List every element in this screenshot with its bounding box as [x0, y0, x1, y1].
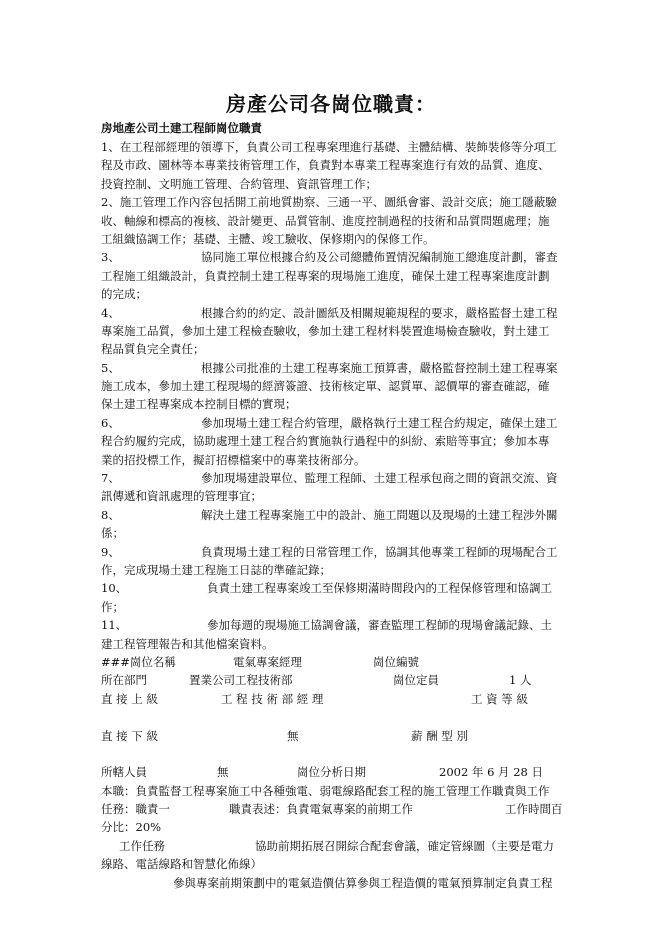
task-label: 任務：職責一	[101, 802, 170, 817]
body-line: 線路、電話線路和智慧化佈線）	[101, 857, 262, 872]
duty-line: 工程施工組織設計，負責控制土建工程專案的現場施工進度，確保土建工程專案進度計劃	[101, 268, 550, 283]
duty-text: 解決土建工程專案施工中的設計、施工問題以及現場的土建工程涉外關	[201, 507, 558, 522]
form-value-analysis-date: 2002 年 6 月 28 日	[439, 765, 543, 780]
duty-line: 的完成；	[101, 287, 147, 302]
duty-line: 投資控制、文明施工管理、合約管理、資訊管理工作；	[101, 176, 377, 191]
duty-line: 1、在工程部經理的領導下，負責公司工程專案理進行基礎、主體結構、裝飾裝修等分項工	[101, 140, 557, 154]
form-row-staff	[101, 763, 561, 781]
duty-number: 6、	[101, 415, 120, 430]
form-label-analysis-date: 崗位分析日期	[297, 765, 366, 780]
duty-text: 協同施工單位根據合約及公司總體佈置情況編制施工總進度計劃，審查	[201, 250, 558, 265]
body-line	[101, 800, 561, 818]
duty-line: 工組織協調工作；基礎、主體、竣工驗收、保修期內的保修工作。	[101, 231, 435, 246]
duty-number: 9、	[101, 544, 120, 559]
duty-number: 5、	[101, 360, 120, 375]
duty-line: 施工成本，參加土建工程現場的經濟簽證、技術核定單、認質單、認價單的審查確認，確	[101, 379, 550, 394]
form-value-headcount: 1 人	[509, 673, 532, 688]
body-line: 分比：20%	[101, 820, 162, 835]
duty-line	[101, 414, 561, 432]
form-label-position-code: 崗位編號	[373, 654, 419, 669]
task-text: 參與專案前期策劃中的電氣造價估算參與工程造價的電氣預算制定負責工程	[173, 875, 553, 890]
duty-line	[101, 359, 561, 377]
duty-line: 訊傳遞和資訊處理的管理事宜；	[101, 489, 262, 504]
body-line: 本職：負責監督工程專案施工中各種強電、弱電線路配套工程的施工管理工作職責與工作	[101, 783, 550, 798]
form-value-supervisor: 工 程 技 術 部 經 理	[221, 691, 324, 706]
time-percent-label: 工作時間百	[505, 802, 563, 817]
document-body	[101, 138, 561, 892]
duty-line: 作；	[101, 599, 124, 614]
duty-line: 業的招投標工作，擬訂招標檔案中的專業技術部分。	[101, 452, 366, 467]
duty-line	[101, 616, 561, 634]
form-label-headcount: 崗位定員	[393, 673, 439, 688]
duty-text: 負責土建工程專案竣工至保修期滿時間段內的工程保修管理和協調工	[207, 581, 552, 596]
duty-number: 4、	[101, 305, 120, 320]
form-row-supervisor	[101, 690, 561, 708]
duty-description: 職責表述：負責電氣專案的前期工作	[229, 802, 413, 817]
form-value-staff: 無	[217, 765, 229, 780]
duty-number: 10、	[101, 581, 128, 596]
form-row-position	[101, 653, 561, 671]
duty-text: 根據合約的約定、設計圖紙及相關規範規程的要求，嚴格監督土建工程	[201, 305, 558, 320]
duty-text: 參加現場土建工程合約管理，嚴格執行土建工程合約規定，確保土建工	[201, 415, 558, 430]
form-value-department: 置業公司工程技術部	[189, 673, 293, 688]
duty-line	[101, 304, 561, 322]
duty-text: 參加每週的現場施工協調會議，審查監理工程師的現場會議記錄、土	[207, 618, 552, 633]
duty-number: 8、	[101, 507, 120, 522]
form-row-subordinate	[101, 727, 561, 745]
duty-number: 7、	[101, 471, 120, 486]
duty-line: 程合約履約完成，協助處理土建工程合約實施執行過程中的糾紛、索賠等事宜；參加本專	[101, 434, 550, 449]
duty-text: 參加現場建設單位、監理工程師、土建工程承包商之間的資訊交流、資	[201, 471, 558, 486]
form-label-position-name: ###崗位名稱	[101, 654, 176, 669]
task-text: 協助前期拓展召開綜合配套會議，確定管線圖（主要是電力	[255, 838, 554, 853]
form-label-subordinate: 直 接 下 級	[101, 728, 158, 743]
duty-line	[101, 579, 561, 597]
duty-number: 11、	[101, 618, 128, 633]
form-label-staff: 所轄人員	[101, 765, 147, 780]
page-title: 房產公司各崗位職責：	[226, 92, 436, 116]
duty-line: 作，完成現場土建工程施工日誌的準確記錄；	[101, 562, 331, 577]
duty-text: 負責現場土建工程的日常管理工作，協調其他專業工程師的現場配合工	[201, 544, 558, 559]
duty-line	[101, 248, 561, 266]
duty-line	[101, 543, 561, 561]
section-title: 房地產公司土建工程師崗位職責	[101, 121, 262, 135]
form-label-pay-type: 薪 酬 型 別	[411, 728, 468, 743]
duty-line: 建工程管理報告和其他檔案資料。	[101, 636, 274, 651]
duty-line: 2、施工管理工作內容包括開工前地質勘察、三通一平、圖紙會審、設計交底；施工隱蔽驗	[101, 195, 557, 210]
form-label-salary-grade: 工 資 等 級	[471, 691, 528, 706]
duty-line: 係；	[101, 526, 124, 541]
form-label-department: 所在部門	[101, 673, 147, 688]
duty-line: 程及市政、園林等本專業技術管理工作，負責對本專業工程專案進行有效的品質、進度、	[101, 158, 550, 173]
form-row-department	[101, 671, 561, 689]
duty-line: 程品質負完全責任；	[101, 342, 205, 357]
form-label-supervisor: 直 接 上 級	[101, 691, 158, 706]
duty-text: 根據公司批准的土建工程專案施工預算書，嚴格監督控制土建工程專案	[201, 360, 558, 375]
duty-number: 3、	[101, 250, 120, 265]
duty-line: 收、軸線和標高的複核、設計變更、品質管制、進度控制過程的技術和品質問題處理；施	[101, 213, 550, 228]
duty-line: 保土建工程專案成本控制目標的實現；	[101, 397, 297, 412]
duty-line: 專案施工品質，參加土建工程檢查驗收，參加土建工程材料裝置進場檢查驗收，對土建工	[101, 323, 550, 338]
task-label: 工作任務	[119, 838, 165, 853]
duty-line	[101, 469, 561, 487]
form-value-position-name: 電氣專案經理	[233, 654, 302, 669]
body-line	[101, 874, 561, 892]
form-value-subordinate: 無	[287, 728, 299, 743]
duty-line	[101, 506, 561, 524]
body-line	[101, 837, 561, 855]
